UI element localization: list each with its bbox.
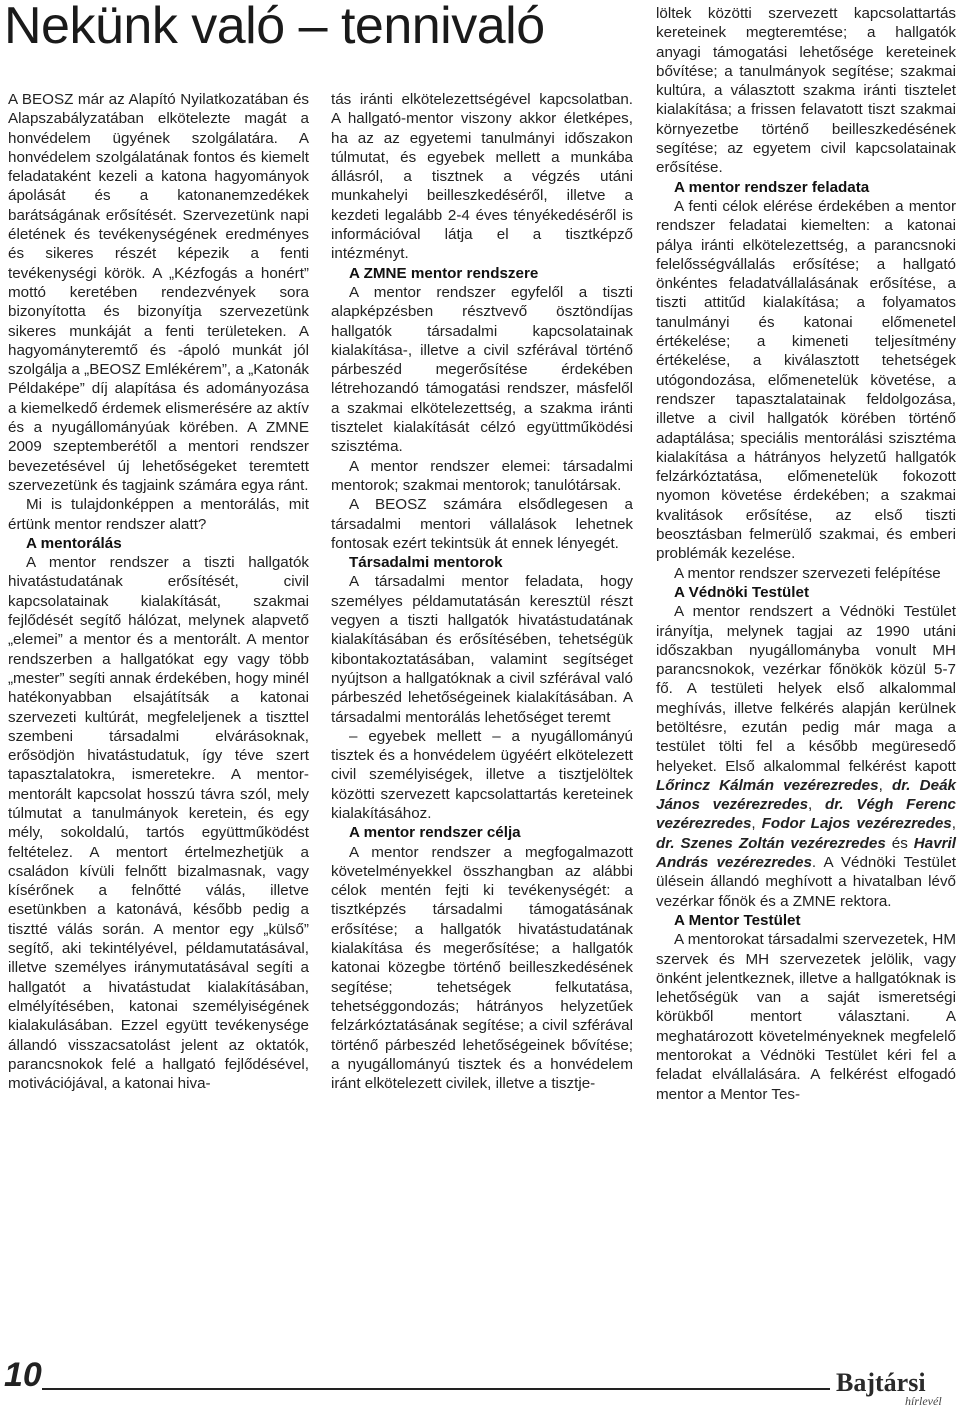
member-name-6: Havril András vezérezredes xyxy=(656,834,956,872)
member-name-4: Fodor Lajos vezérezredes xyxy=(761,815,952,833)
separator: , xyxy=(808,796,826,814)
vednoki-paragraph xyxy=(656,602,956,911)
section-heading: A Védnöki Testület xyxy=(674,583,810,601)
column-3 xyxy=(656,4,956,1104)
paragraph: Mi is tulajdonképpen a mentorálás, mit értünk mentor rendszer alatt? xyxy=(8,496,309,533)
publication-logo: Bajtársi xyxy=(836,1368,926,1397)
separator: , xyxy=(951,815,956,833)
paragraph: tás iránti elkötelezettségével kapcsolatban. A hallgató-mentor viszony akkor életképes, ha az az egyetemi tanulmányi időszakon túlmutat, és egyebek mellett a munkába állásról, a tisztnek a végzés utáni munkahelyi beilleszkedéséről, illetve a kezdeti legalább 2-4 éves tényékedéséről is információval látja el a tisztképző intézményt. xyxy=(331,91,633,263)
separator: , xyxy=(751,815,762,833)
paragraph: A mentor rendszer elemei: társadalmi mentorok; szakmai mentorok; tanulótársak. xyxy=(331,457,633,494)
column-3-bottom xyxy=(656,911,956,1104)
paragraph: A BEOSZ már az Alapító Nyilatkozatában és Alapszabályzatában elkötelezte magát a honvédelem ügyének szolgálatára. A honvédelem szolgálatának fontos és kiemelt feladataként kezeli a katona hagyományok ápolását és a katonanemzedékek barátságának erősítését. Szervezetünk napi életének és tevékenységének eredményes és sikeres részét képezik a fenti tevékenységi körök. A „Kézfogás a honért” mottó keretében rendezvények sora bizonyította és bizonyítja szervezetünk sikeres munkáját a fenti területeken. A hagyományteremtő és -ápoló munkát jól szolgálja a „BEOSZ Emlékérem”, a „Katonák Példaképe” díj alapítása és adományozása a kiemelkedő érdemek elismerésére az aktív és a nyugállományúak körében. A ZMNE 2009 szeptemberétől a mentori rendszer bevezetésével új lehetőségeket teremtett szervezetünk és tagjaink számára egya ránt. xyxy=(8,91,309,494)
paragraph: löltek közötti szervezett kapcsolattartás kereteinek megteremtése; a hallgatók anyagi támogatási lehetősége kereteinek bővítése; a tanulmányok segítése; szakmai kultúra, a választott szakma iránti tisztelet kialakítása; a frissen felavatott tiszt szakmai környezetbe történő beilleszkedésének segítése; az egyetem civil kapcsolatainak erősítése. xyxy=(656,5,956,177)
paragraph: A mentor rendszer egyfelől a tiszti alapképzésben résztvevő ösztöndíjas hallgatók társadalmi kapcsolatainak kialakítása-, illetve a civil szférával történő párbeszéd megerősítése érdekében létrehozandó támogatási rendszer, másfelől a szakmai elkötelezettség, a szakma iránti tisztelet kialakítását célzó együttműködési szisztéma. xyxy=(331,283,633,456)
paragraph: A fenti célok elérése érdekében a mentor rendszer feladatai kiemelten: a katonai pálya iránti elkötelezettség, a parancsnoki felelősségvállalás erősítése; a hallgató önkéntes feladatvállalásának erősítése, a tiszti attitűd kialakítása; a folyamatos tanulmányi és katonai előmenetel értékelése; a kimeneti teljesítmény értékelése, a kiválasztott tehetségek utógondozása, előmenetelük követése, a rendszer tapasztalatainak feldolgozása, illetve a civil hallgatók körében történő adaptálása; speciális mentorálási szisztéma kialakítása a hátrányos helyzetű hallgatók felzárkóztatása, előmenetelük fokozott nyomon követése érdekében; a szakmai kvalitások erősítése, az első tiszti beosztásban felmerülő szakmai, és emberi problémák kezelése. xyxy=(656,197,956,563)
member-name-5: dr. Szenes Zoltán vezérezredes xyxy=(656,834,886,852)
column-3-top xyxy=(656,4,956,602)
section-heading: A ZMNE mentor rendszere xyxy=(349,264,539,282)
paragraph: A mentor rendszer a tiszti hallgatók hivatástudatának erősítését, civil kapcsolatainak kialakítását, szakmai fejlődését segítő hálózat, melynek alapvető „elemei” a mentor és a mentorált. A mentor rendszerben a hallgatókat egy vagy több „mester” segíti annak érdekében, hogy minél hatékonyabban elsajátítsák a katonai szervezeti kultúrát, megfeleljenek a tiszttel szembeni társadalmi elvárásoknak, erősödjön hivatástudatuk, így téve szert tapasztalatokra, ismeretekre. A mentor-mentorált kapcsolat hosszú távra szól, mely túlmutat a tanulmányok keretein, és egy mély, sokoldalú, tartós együttműködést feltételez. A mentort értelmezhetjük a családon kívüli felnőtt bizalmasnak, vagy kísérőnek a felnőtté válás, illetve esetünkben a katonává, később pedig a tisztté válás során. A mentor egy „külső” segítő, aki tekintélyével, példamutatásával, illetve személyes iránymutatásával segíti a hallgatót a hivatástudat kialakításában, elmélyítésében, katonai személyiségének kialakulásában. Ezzel együtt tevékenysége állandó visszacsatolást jelent az oktatók, parancsnokok felé a hallgató fejlődésével, motivációjával, a katonai hiva- xyxy=(8,554,309,1093)
section-heading: A mentor rendszer célja xyxy=(349,824,521,842)
member-name-1: Lőrincz Kálmán vezérezredes xyxy=(656,776,879,794)
paragraph: A társadalmi mentor feladata, hogy személyes példamutatásán keresztül részt vegyen a tiszti hallgatók hivatástudatának kialakításában és erősítésében, tehetségük kibontakoztatásában, valamint segítséget nyújtson a hallgatóknak a civil szférával való párbeszéd lehetőségeinek kialakításában. A társadalmi mentorálás lehetőséget teremt xyxy=(331,573,633,726)
column-1 xyxy=(8,90,309,1093)
paragraph: – egyebek mellett – a nyugállományú tisztek és a honvédelem ügyéért elkötelezett civil személyiségek, illetve a tisztjelöltek közötti szervezett kapcsolattartás kereteinek kialakításához. xyxy=(331,727,633,822)
paragraph: A BEOSZ számára elsődlegesen a társadalmi mentori vállalások lehetnek fontosak ezért tekintsük át ennek lényegét. xyxy=(331,496,633,552)
section-heading: A Mentor Testület xyxy=(674,911,801,929)
paragraph: A mentor rendszer a megfogalmazott követelményekkel összhangban az alábbi célok mentén fejti ki tevékenységét: a tisztképzés társadalmi támogatásának erősítése; a hallgatók hivatástudatának kialakítása és megerősítése; a hallgatók katonai közegbe történő beilleszkedésének segítése; tehetségek felkutatása, tehetséggondozás; hátrányos helyzetűek felzárkóztatásának segítése; a civil szférával történő párbeszéd lehetőségeinek bővítése; a nyugállományú tisztek és a honvédelem iránt elkötelezett civilek, illetve a tisztje- xyxy=(331,843,633,1093)
vednoki-text-1: A mentor rendszert a Védnöki Testület irányítja, melynek tagjai az 1990 utáni időszakban nyugállományba vonult MH parancsnokok, vezérkar főnökök közül 5-7 fő. A testületi helyek első alkalommal meghívás, illetve felkérés alapján kerülnek betöltésre, ezután pedig már maga a testület tölti fel a később megüresedő helyeket. Első alkalommal felkérést kapott xyxy=(656,603,956,775)
column-2 xyxy=(331,90,633,1093)
publication-logo-subtitle: hírlevél xyxy=(905,1394,942,1408)
section-heading: A mentor rendszer feladata xyxy=(674,178,870,196)
footer-rule xyxy=(42,1388,830,1390)
section-heading: Társadalmi mentorok xyxy=(349,554,503,572)
page-title: Nekünk való – tennivaló xyxy=(4,0,545,55)
paragraph: A mentor rendszer szervezeti felépítése xyxy=(674,564,941,582)
vednoki-text-2: . A Védnöki Testület ülésein állandó meghívott a hivatalban lévő vezérkar főnök és a ZMNE rektora. xyxy=(656,854,956,910)
paragraph: A mentorokat társadalmi szervezetek, HM szervek és MH szervezetek jelölik, vagy önként jelentkeznek, illetve a hallgatóknak is lehetőségük van a saját ismeretségi körükből mentort választani. A meghatározott követelményeknek megfelelő mentorokat a Védnöki Testület kéri fel a feladat elvállalására. A felkérést elfogadó mentor a Mentor Tes- xyxy=(656,931,956,1103)
member-name-3: dr. Végh Ferenc vezérezredes xyxy=(656,796,956,833)
separator: , xyxy=(878,776,892,794)
section-heading: A mentorálás xyxy=(26,534,122,552)
page-number: 10 xyxy=(4,1356,42,1394)
separator: és xyxy=(885,834,914,852)
member-name-2: dr. Deák János vezérezredes xyxy=(656,776,956,814)
